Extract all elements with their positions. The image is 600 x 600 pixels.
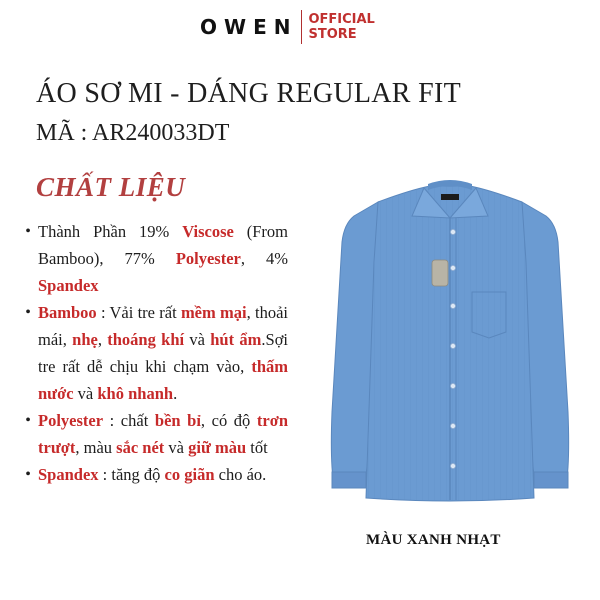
highlight-term: thoáng khí <box>107 330 185 349</box>
bullet-icon: • <box>25 412 31 429</box>
material-feature-list <box>18 218 288 488</box>
feature-segment: (From Bamboo), 77% <box>38 222 289 268</box>
material-section-title: CHẤT LIỆU <box>36 172 186 202</box>
feature-text <box>38 218 288 299</box>
feature-segment: : tăng độ <box>98 465 165 484</box>
highlight-term: Spandex <box>38 465 99 484</box>
highlight-term: Polyester <box>175 249 241 268</box>
highlight-term: Viscose <box>182 222 234 241</box>
highlight-term: sắc nét <box>116 438 165 457</box>
highlight-term: hút ẩm <box>210 330 262 349</box>
feature-item <box>18 461 288 488</box>
logo-divider <box>301 10 302 44</box>
official-line-1: OFFICIAL <box>308 12 375 27</box>
bullet-icon: • <box>25 223 31 240</box>
feature-segment: , thoải mái, <box>38 303 288 349</box>
official-store-label <box>308 12 374 42</box>
highlight-term: co giãn <box>164 465 215 484</box>
feature-text <box>38 407 288 461</box>
brand-logo <box>200 8 375 46</box>
shirt-image <box>320 172 580 502</box>
bullet-icon: • <box>25 466 31 483</box>
feature-segment: , 4% <box>240 249 289 268</box>
feature-segment: : Vải tre rất <box>96 303 181 322</box>
highlight-term: giữ màu <box>188 438 247 457</box>
feature-text <box>38 461 288 488</box>
feature-item <box>18 218 288 299</box>
feature-segment: và <box>73 384 98 403</box>
highlight-term: Bamboo <box>38 303 97 322</box>
feature-segment: Thành Phần 19% <box>38 222 183 241</box>
feature-item <box>18 299 288 407</box>
feature-segment: và <box>164 438 189 457</box>
highlight-term: thấm nước <box>38 357 288 403</box>
product-title: ÁO SƠ MI - DÁNG REGULAR FIT <box>36 78 461 109</box>
feature-segment: .Sợi tre rất dễ chịu khi chạm vào, <box>38 330 289 376</box>
product-code: MÃ : AR240033DT <box>36 120 230 146</box>
feature-segment: . <box>173 384 178 403</box>
highlight-term: Spandex <box>38 276 99 295</box>
highlight-term: bền bỉ <box>154 411 201 430</box>
feature-segment: , <box>97 330 108 349</box>
highlight-term: khô nhanh <box>97 384 174 403</box>
brand-wordmark: OWEN <box>200 15 298 39</box>
feature-item <box>18 407 288 461</box>
highlight-term: Polyester <box>38 411 104 430</box>
feature-text <box>38 299 288 407</box>
feature-segment: , có độ <box>200 411 257 430</box>
color-name-label: MÀU XANH NHẠT <box>366 532 501 548</box>
feature-segment: : chất <box>103 411 155 430</box>
bullet-icon: • <box>25 304 31 321</box>
feature-segment: và <box>184 330 211 349</box>
highlight-term: trơn trượt <box>38 411 289 457</box>
shirt-illustration <box>320 172 580 502</box>
highlight-term: nhẹ <box>72 330 98 349</box>
feature-segment: cho áo. <box>214 465 267 484</box>
feature-segment: tốt <box>246 438 268 457</box>
highlight-term: mềm mại <box>180 303 247 322</box>
official-line-2: STORE <box>308 27 357 42</box>
feature-segment: , màu <box>75 438 117 457</box>
